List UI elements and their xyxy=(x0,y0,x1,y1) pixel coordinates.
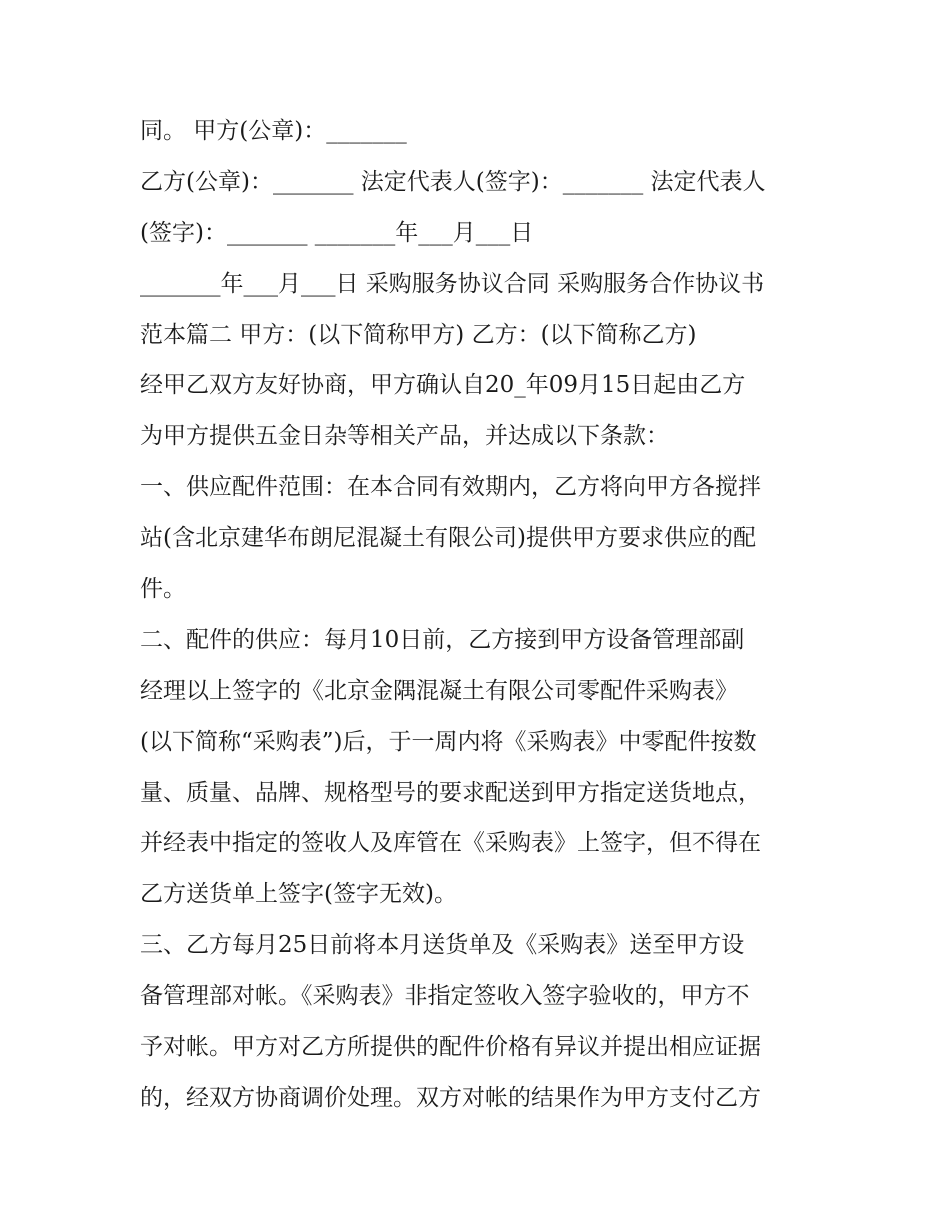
text-line: 乙方送货单上签字(签字无效)。 xyxy=(140,881,457,908)
text-line: 为甲方提供五金日杂等相关产品，并达成以下条款： xyxy=(140,423,669,450)
text-line: 备管理部对帐。《采购表》非指定签收入签字验收的，甲方不 xyxy=(140,983,750,1010)
text-line: (以下简称“采购表”)后，于一周内将《采购表》中零配件按数 xyxy=(140,728,757,755)
text-line: 经理以上签字的《北京金隅混凝土有限公司零配件采购表》 xyxy=(140,677,738,704)
text-line: 一、供应配件范围：在本合同有效期内，乙方将向甲方各搅拌 xyxy=(140,474,761,501)
text-line: _______年___月___日 采购服务协议合同 采购服务合作协议书 xyxy=(140,270,765,297)
text-line: 二、配件的供应：每月10日前，乙方接到甲方设备管理部副 xyxy=(140,626,745,653)
text-line: 站(含北京建华布朗尼混凝土有限公司)提供甲方要求供应的配 xyxy=(140,525,756,552)
text-line: 经甲乙双方友好协商，甲方确认自20_年09月15日起由乙方 xyxy=(140,372,746,399)
text-line: 予对帐。甲方对乙方所提供的配件价格有异议并提出相应证据 xyxy=(140,1034,761,1061)
text-line: 同。 甲方(公章)：_______ xyxy=(140,118,407,144)
text-line: 三、乙方每月25日前将本月送货单及《采购表》送至甲方设 xyxy=(140,932,745,959)
text-line: 乙方(公章)：_______ 法定代表人(签字)：_______ 法定代表人 xyxy=(140,168,766,195)
text-line: 并经表中指定的签收人及库管在《采购表》上签字，但不得在 xyxy=(140,830,761,857)
text-line: (签字)：_______ _______年___月___日 xyxy=(140,219,534,246)
text-line: 的，经双方协商调价处理。双方对帐的结果作为甲方支付乙方 xyxy=(140,1084,761,1111)
text-line: 量、质量、品牌、规格型号的要求配送到甲方指定送货地点， xyxy=(140,779,761,806)
contract-text xyxy=(140,106,820,1124)
text-line: 件。 xyxy=(140,576,186,603)
text-line: 范本篇二 甲方：(以下简称甲方) 乙方：(以下简称乙方) xyxy=(140,321,697,348)
